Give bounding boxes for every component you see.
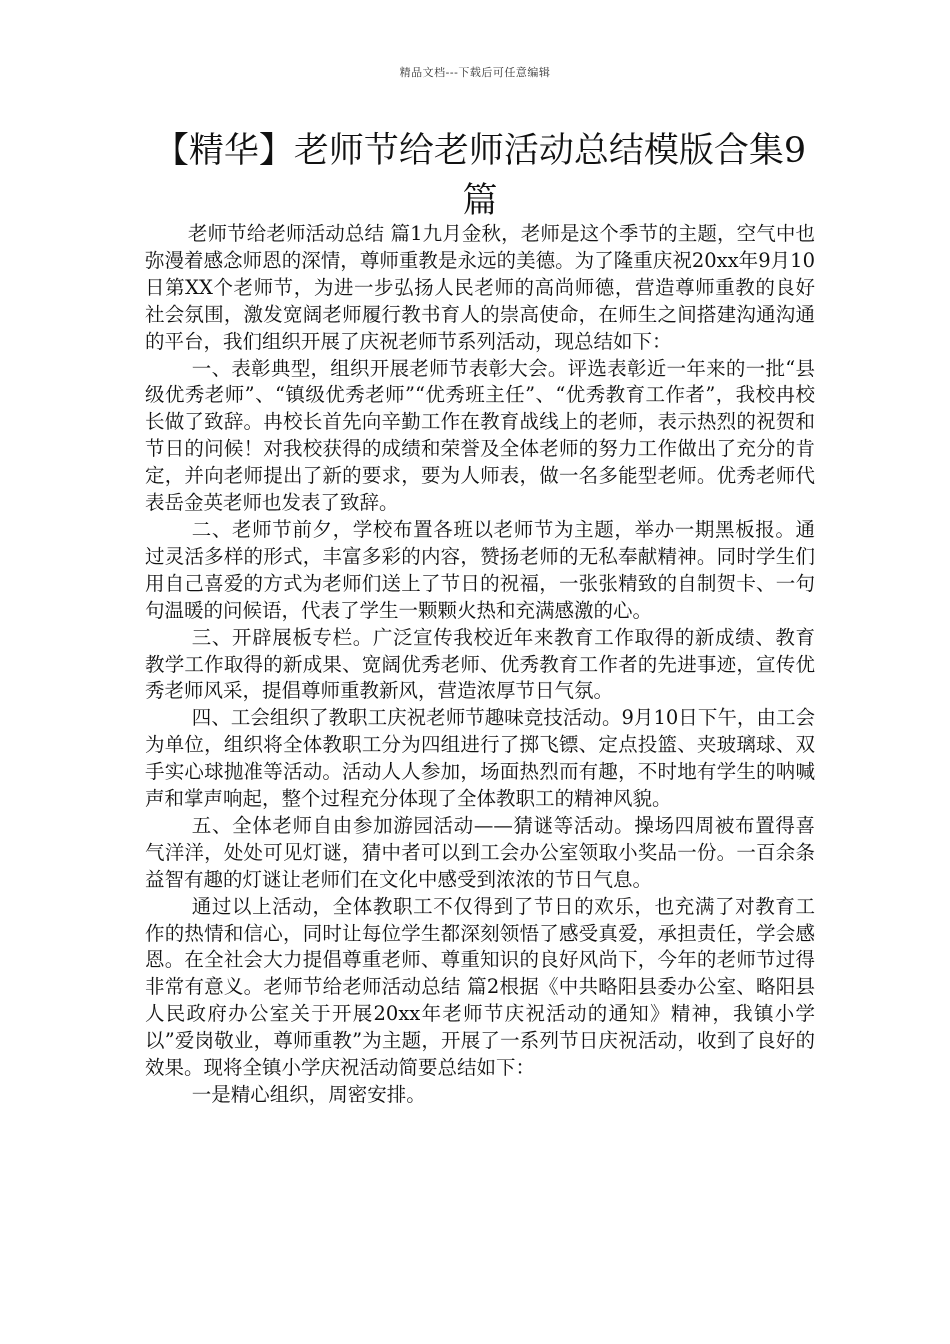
paragraph-organization: 一是精心组织，周密安排。 [191, 1083, 426, 1106]
paragraph-garden-party: 五、全体老师自由参加游园活动——猜谜等活动。操场四周被布置得喜气洋洋，处处可见灯谜，猜中者可以到工会办公室领取小奖品一份。一百余条益智有趣的灯谜让老师们在文化中感受到浓浓的节日气息。 [145, 813, 815, 891]
document-body [145, 221, 815, 1109]
page-header-note: 精品文档---下载后可任意编辑 [399, 66, 551, 79]
paragraph-commendation: 一、表彰典型，组织开展老师节表彰大会。评选表彰近一年来的一批“县级优秀老师”、“镇级优秀老师”“优秀班主任”、“优秀教育工作者”，我校冉校长做了致辞。冉校长首先向辛勤工作在教育战线上的老师，表示热烈的祝贺和节日的问候！对我校获得的成绩和荣誉及全体老师的努力工作做出了充分的肯定，并向老师提出了新的要求，要为人师表，做一名多能型老师。优秀老师代表岳金英老师也发表了致辞。 [145, 356, 815, 515]
paragraph-exhibition: 三、开辟展板专栏。广泛宣传我校近年来教育工作取得的新成绩、教育教学工作取得的新成果、宽阔优秀老师、优秀教育工作者的先进事迹，宣传优秀老师风采，提倡尊师重教新风，营造浓厚节日气氛。 [145, 625, 815, 703]
paragraph-blackboard: 二、老师节前夕，学校布置各班以老师节为主题，举办一期黑板报。通过灵活多样的形式，丰富多彩的内容，赞扬老师的无私奉献精神。同时学生们用自己喜爱的方式为老师们送上了节日的祝福，一张张精致的自制贺卡、一句句温暖的问候语，代表了学生一颗颗火热和充满感激的心。 [145, 517, 815, 622]
paragraph-union-games: 四、工会组织了教职工庆祝老师节趣味竞技活动。9月10日下午，由工会为单位，组织将全体教职工分为四组进行了掷飞镖、定点投篮、夹玻璃球、双手实心球抛准等活动。活动人人参加，场面热烈而有趣，不时地有学生的呐喊声和掌声响起，整个过程充分体现了全体教职工的精神风貌。 [145, 706, 815, 811]
paragraph-summary: 通过以上活动，全体教职工不仅得到了节日的欢乐，也充满了对教育工作的热情和信心，同时让每位学生都深刻领悟了感受真爱，承担责任，学会感恩。在全社会大力提倡尊重老师、尊重知识的良好风尚下，今年的老师节过得非常有意义。老师节给老师活动总结 篇2根据《中共略阳县委办公室、略阳县人民政府办公室关于开展20xx年老师节庆祝活动的通知》精神，我镇小学以”爱岗敬业，尊师重教”为主题，开展了一系列节日庆祝活动，收到了良好的效果。现将全镇小学庆祝活动简要总结如下： [145, 894, 815, 1080]
document-title: 【精华】老师节给老师活动总结模版合集9篇 [153, 131, 807, 221]
paragraph-intro: 老师节给老师活动总结 篇1九月金秋，老师是这个季节的主题，空气中也弥漫着感念师恩的深情，尊师重教是永远的美德。为了隆重庆祝20xx年9月10日第XX个老师节，为进一步弘扬人民老师的高尚师德，营造尊师重教的良好社会氛围，激发宽阔老师履行教书育人的崇高使命，在师生之间搭建沟通沟通的平台，我们组织开展了庆祝老师节系列活动，现总结如下： [145, 222, 815, 353]
